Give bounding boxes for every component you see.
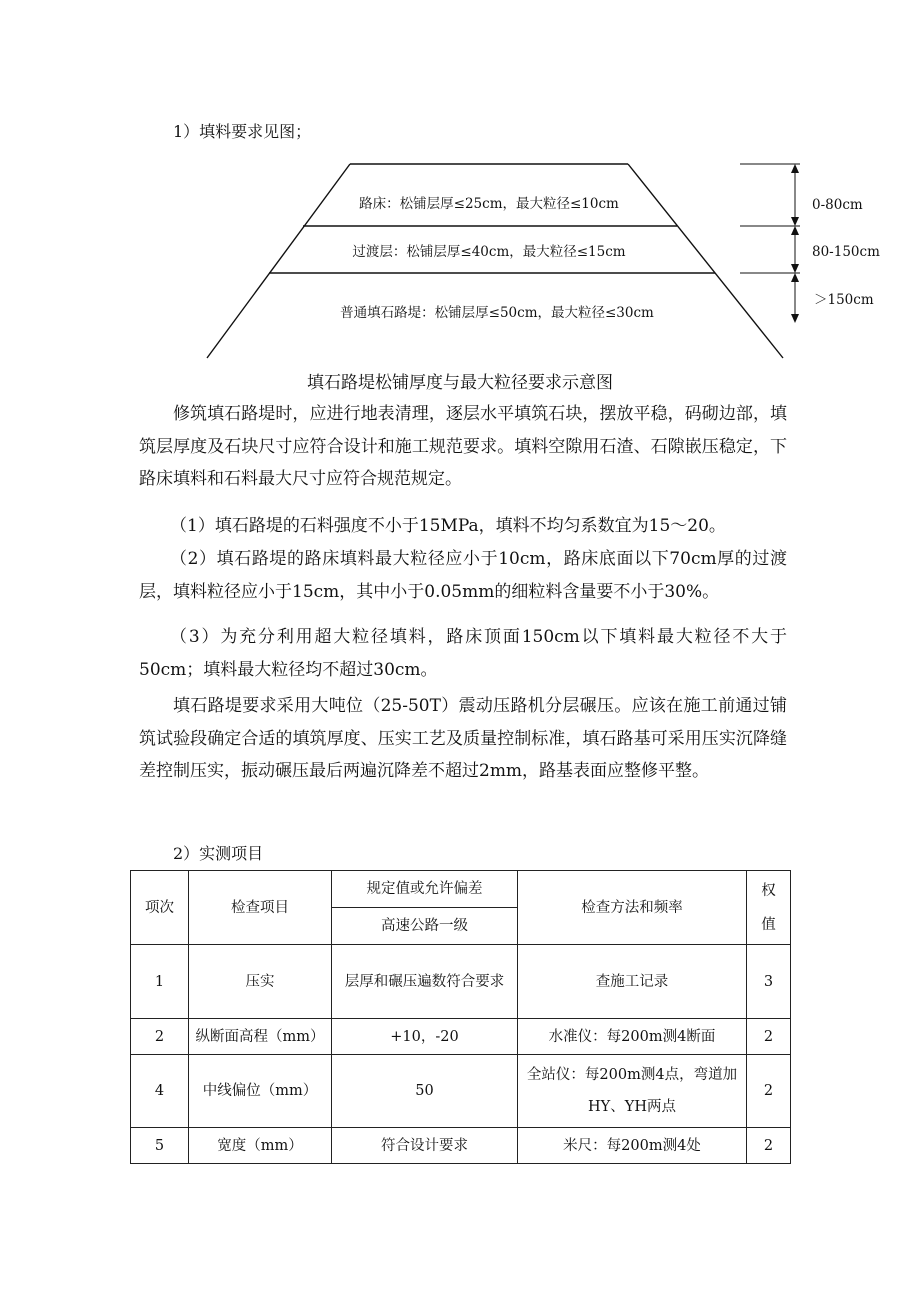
header-no: 项次 — [131, 871, 189, 945]
cell-spec: +10，-20 — [332, 1019, 518, 1055]
layer-label-rockfill: 普通填石路堤：松铺层厚≤50cm，最大粒径≤30cm — [340, 305, 654, 321]
section-1-title: 1）填料要求见图； — [173, 122, 312, 141]
paragraph-item-3: （3）为充分利用超大粒径填料，路床顶面150cm以下填料最大粒径不大于50cm；填料最大粒径均不超过30cm。 — [139, 627, 787, 680]
cell-item: 压实 — [189, 945, 332, 1019]
depth-label-80-150: 80-150cm — [812, 244, 880, 260]
table-row — [131, 1019, 791, 1055]
header-weight: 权值 — [747, 871, 791, 945]
layer-label-transition: 过渡层：松铺层厚≤40cm，最大粒径≤15cm — [352, 244, 626, 260]
paragraph-compaction: 填石路堤要求采用大吨位（25-50T）震动压路机分层碾压。应该在施工前通过铺筑试验段确定合适的填筑厚度、压实工艺及质量控制标准，填石路基可采用压实沉降缝差控制压实，振动碾压最后两遍沉降差不超过2mm，路基表面应整修平整。 — [139, 696, 787, 781]
arrow-head-up-3 — [791, 273, 799, 282]
layer-label-roadbed: 路床：松铺层厚≤25cm，最大粒径≤10cm — [359, 196, 619, 212]
cell-method: 全站仪：每200m测4点，弯道加HY、YH两点 — [518, 1055, 747, 1128]
arrow-head-up-1 — [791, 164, 799, 173]
table-header-row — [131, 871, 791, 908]
cell-spec: 50 — [332, 1055, 518, 1128]
cell-method: 米尺：每200m测4处 — [518, 1128, 747, 1164]
cell-item: 中线偏位（mm） — [189, 1055, 332, 1128]
embankment-diagram — [0, 0, 920, 370]
paragraph-item-1: （1）填石路堤的石料强度不小于15MPa，填料不均匀系数宜为15～20。 — [170, 516, 726, 536]
paragraph-general: 修筑填石路堤时，应进行地表清理，逐层水平填筑石块，摆放平稳，码砌边部，填筑层厚度及石块尺寸应符合设计和施工规范要求。填料空隙用石渣、石隙嵌压稳定，下路床填料和石料最大尺寸应符合规范规定。 — [139, 404, 787, 489]
table-row — [131, 945, 791, 1019]
header-method: 检查方法和频率 — [518, 871, 747, 945]
cell-method: 查施工记录 — [518, 945, 747, 1019]
header-spec: 规定值或允许偏差 — [332, 871, 518, 908]
cell-item: 宽度（mm） — [189, 1128, 332, 1164]
cell-weight: 2 — [747, 1019, 791, 1055]
inspection-table — [130, 870, 791, 1164]
table-row — [131, 1055, 791, 1128]
header-spec-sub: 高速公路一级 — [332, 908, 518, 945]
cell-no: 5 — [131, 1128, 189, 1164]
depth-label-over-150: ＞150cm — [814, 292, 874, 308]
cell-spec: 符合设计要求 — [332, 1128, 518, 1164]
cell-weight: 2 — [747, 1128, 791, 1164]
table-row — [131, 1128, 791, 1164]
arrow-head-down-3 — [791, 314, 799, 323]
cell-weight: 3 — [747, 945, 791, 1019]
arrow-head-down-2 — [791, 264, 799, 273]
cell-weight: 2 — [747, 1055, 791, 1128]
cell-item: 纵断面高程（mm） — [189, 1019, 332, 1055]
paragraph-item-2: （2）填石路堤的路床填料最大粒径应小于10cm，路床底面以下70cm厚的过渡层，填料粒径应小于15cm，其中小于0.05mm的细粒料含量要不小于30%。 — [139, 549, 787, 602]
cell-no: 2 — [131, 1019, 189, 1055]
cell-method: 水准仪：每200m测4断面 — [518, 1019, 747, 1055]
arrow-head-up-2 — [791, 226, 799, 235]
arrow-head-down-1 — [791, 217, 799, 226]
section-2-title: 2）实测项目 — [173, 844, 264, 863]
embankment-left-slope — [207, 164, 350, 358]
cell-no: 4 — [131, 1055, 189, 1128]
embankment-right-slope — [628, 164, 783, 358]
depth-label-0-80: 0-80cm — [812, 197, 863, 213]
diagram-caption: 填石路堤松铺厚度与最大粒径要求示意图 — [307, 373, 613, 393]
cell-no: 1 — [131, 945, 189, 1019]
header-item: 检查项目 — [189, 871, 332, 945]
cell-spec: 层厚和碾压遍数符合要求 — [332, 945, 518, 1019]
